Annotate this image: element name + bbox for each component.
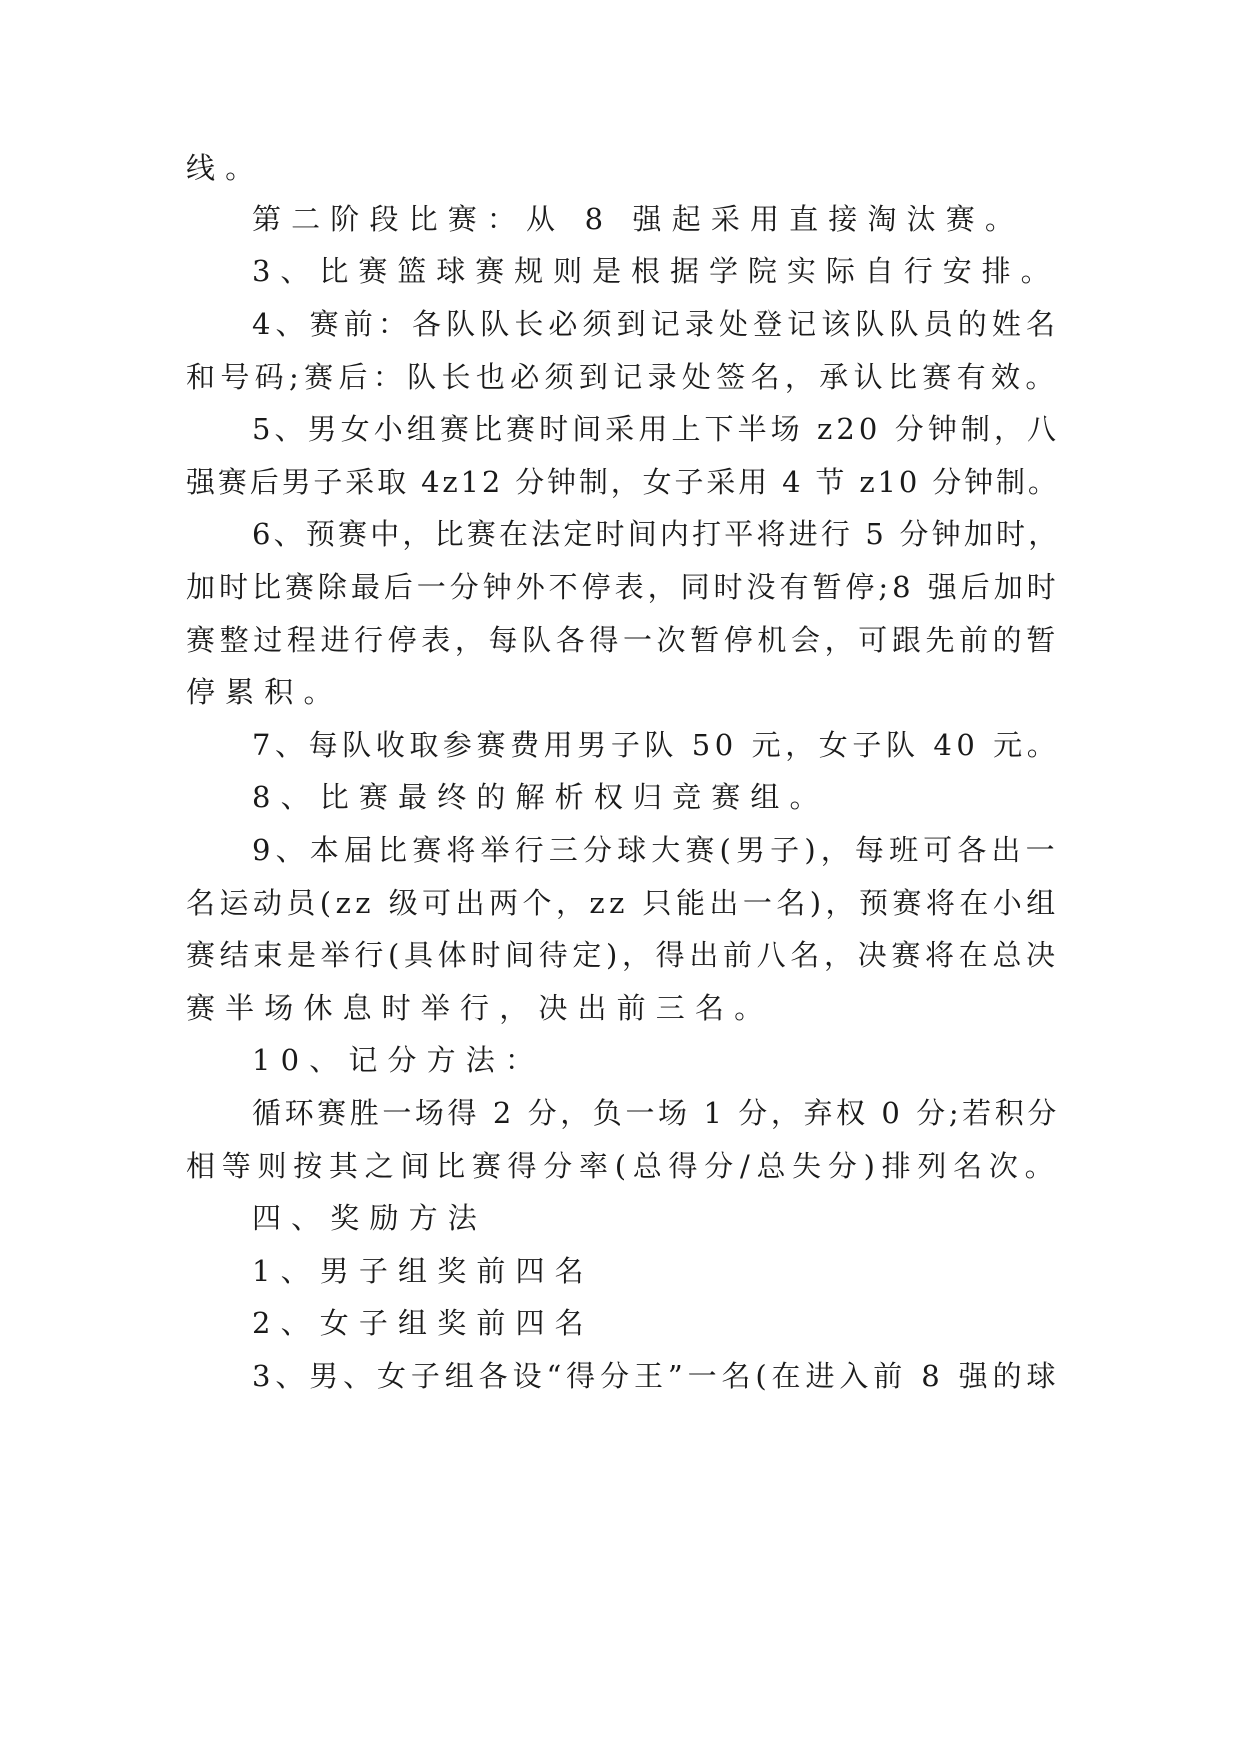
text-line: 强赛后男子采取 4z12 分钟制，女子采用 4 节 z10 分钟制。 [186,465,1060,499]
text-line: 和号码;赛后：队长也必须到记录处签名，承认比赛有效。 [186,360,1060,394]
text-line: 赛半场休息时举行，决出前三名。 [186,991,774,1025]
text-line: 四、奖励方法 [252,1201,487,1235]
text-line: 线。 [186,151,265,185]
text-line: 赛整过程进行停表，每队各得一次暂停机会，可跟先前的暂 [186,623,1060,657]
text-line: 4、赛前：各队队长必须到记录处登记该队队员的姓名 [252,307,1061,341]
text-line: 名运动员(zz 级可出两个，zz 只能出一名)，预赛将在小组 [186,886,1060,920]
text-line: 6、预赛中，比赛在法定时间内打平将进行 5 分钟加时， [252,517,1061,551]
text-line: 10、记分方法： [252,1043,545,1077]
text-line: 7、每队收取参赛费用男子队 50 元，女子队 40 元。 [252,728,1061,762]
text-line: 第二阶段比赛：从 8 强起采用直接淘汰赛。 [252,202,1025,236]
text-line: 停累积。 [186,675,343,709]
text-line: 加时比赛除最后一分钟外不停表，同时没有暂停;8 强后加时 [186,570,1060,604]
text-line: 9、本届比赛将举行三分球大赛(男子)，每班可各出一 [252,833,1060,867]
text-line: 1、男子组奖前四名 [252,1254,594,1288]
text-line: 5、男女小组赛比赛时间采用上下半场 z20 分钟制，八 [252,412,1061,446]
text-line: 赛结束是举行(具体时间待定)，得出前八名，决赛将在总决 [186,938,1060,972]
text-line: 循环赛胜一场得 2 分，负一场 1 分，弃权 0 分;若积分 [252,1096,1060,1130]
text-line: 8、比赛最终的解析权归竞赛组。 [252,780,829,814]
text-line: 相等则按其之间比赛得分率(总得分/总失分)排列名次。 [186,1149,1061,1183]
text-line: 3、比赛篮球赛规则是根据学院实际自行安排。 [252,254,1060,288]
text-line: 3、男、女子组各设“得分王”一名(在进入前 8 强的球 [252,1359,1061,1393]
text-line: 2、女子组奖前四名 [252,1306,594,1340]
